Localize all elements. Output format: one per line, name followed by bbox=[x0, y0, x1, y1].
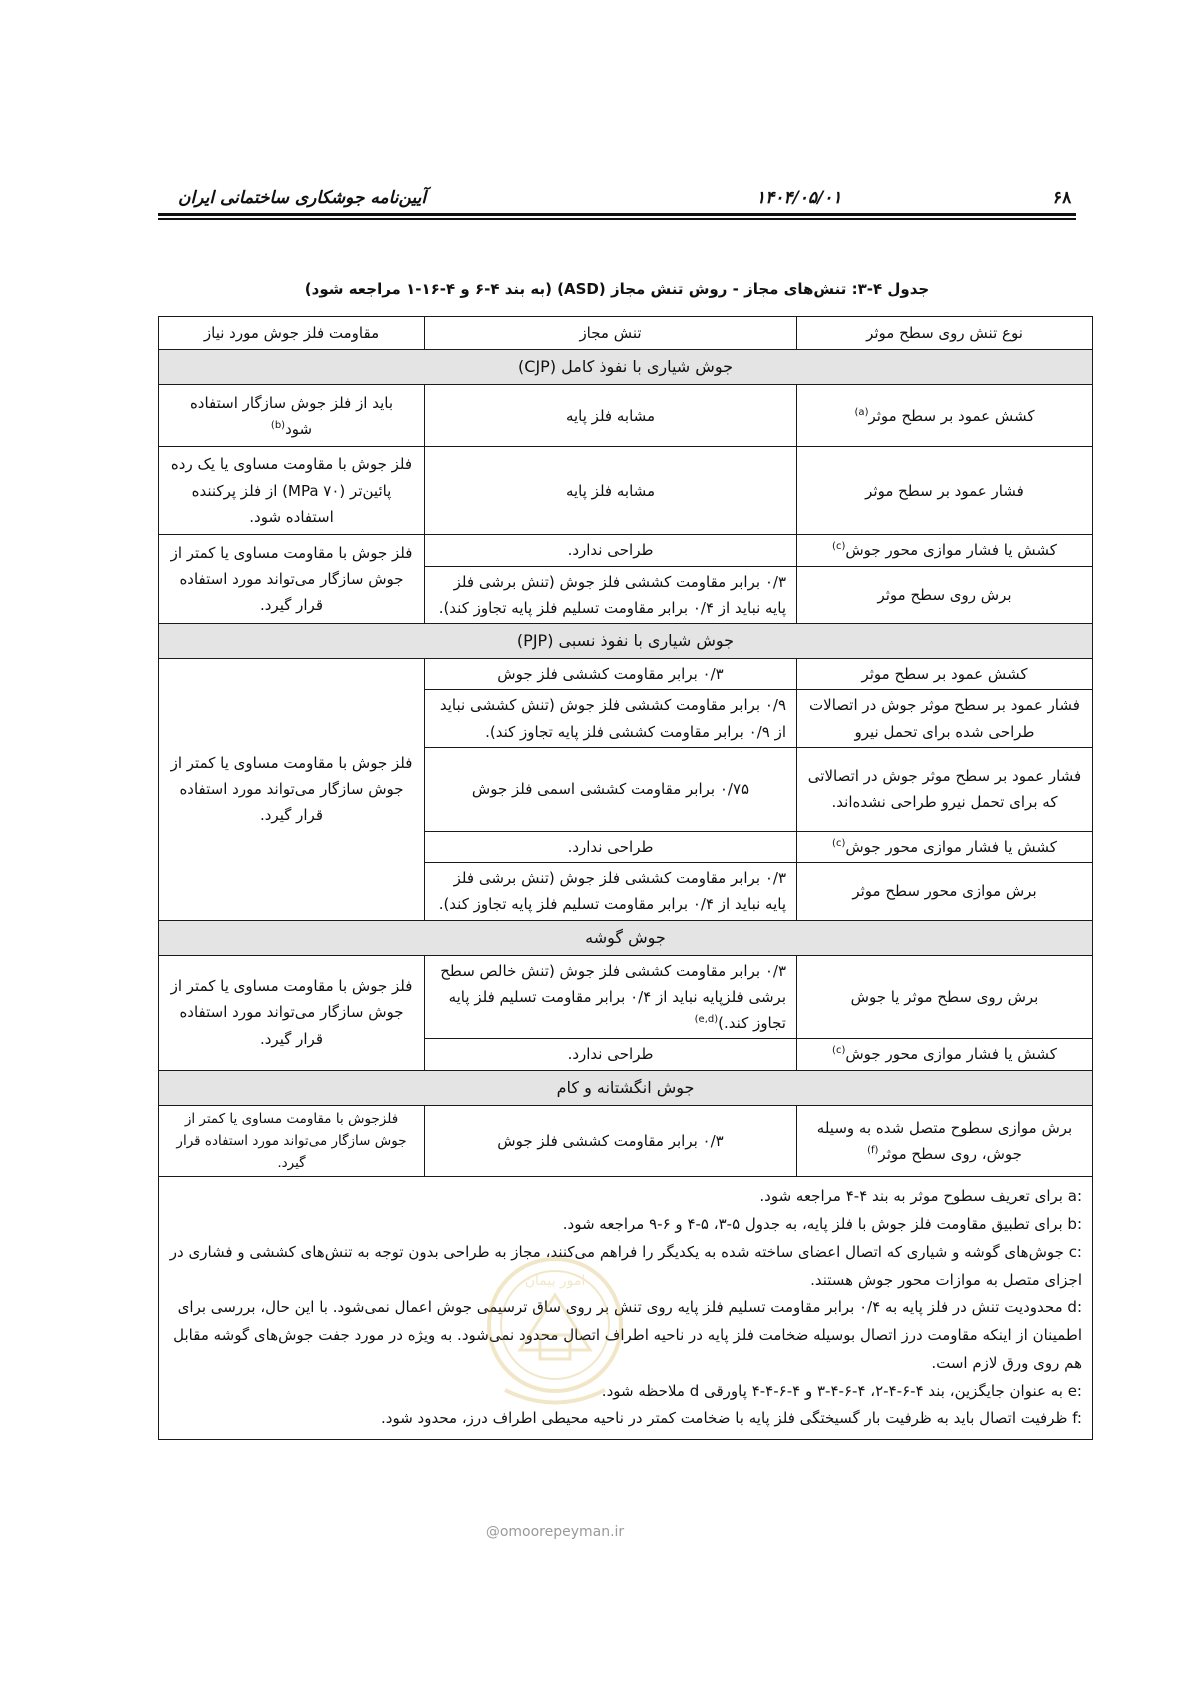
header-title: آیین‌نامه جوشکاری ساختمانی ایران bbox=[178, 188, 427, 208]
section-title-pjp: جوش شیاری با نفوذ نسبی (PJP) bbox=[159, 624, 1093, 659]
allowable-cell: ۰/۳ برابر مقاومت کششی فلز جوش bbox=[425, 659, 797, 690]
col-header-allowable: تنش مجاز bbox=[425, 317, 797, 350]
section-row-plug bbox=[159, 1070, 1093, 1105]
table-notes bbox=[159, 1177, 1093, 1440]
section-title-plug: جوش انگشتانه و کام bbox=[159, 1070, 1093, 1105]
filler-cell: فلز جوش با مقاومت مساوی یا کمتر از جوش سازگار می‌تواند مورد استفاده قرار گیرد. bbox=[159, 955, 425, 1070]
header-date: ۱۴۰۴/۰۵/۰۱ bbox=[756, 188, 842, 208]
note-e: e: به عنوان جایگزین، بند ۴-۶-۴-۲، ۴-۶-۴-۳ و ۴-۶-۴-۴ پاورقی d ملاحظه شود. bbox=[601, 1381, 1082, 1400]
stress-type-cell: کشش عمود بر سطح موثر bbox=[797, 659, 1093, 690]
table-row bbox=[159, 659, 1093, 690]
section-title-fillet: جوش گوشه bbox=[159, 920, 1093, 955]
stress-type-cell: کشش یا فشار موازی محور جوش$^{(c)}$ bbox=[797, 535, 1093, 566]
note-d: d: محدودیت تنش در فلز پایه به ۰/۴ برابر مقاومت تسلیم فلز پایه روی تنش بر روی ساق ترسیمی جوش اعمال نمی‌شود. با این حال، بررسی برای اطمینان از اینکه مقاومت درز اتصال بوسیله ضخامت فلز پایه در ناحیه اطراف اتصال محدود نمی‌شود. به ویژه در مورد جفت جوش‌های گوشه مقابل هم روی ورق لازم است. bbox=[173, 1298, 1082, 1372]
allowable-cell: ۰/۹ برابر مقاومت کششی فلز جوش (تنش کششی نباید از ۰/۹ برابر مقاومت کششی فلز پایه تجاوز کند). bbox=[425, 690, 797, 748]
section-row-pjp bbox=[159, 624, 1093, 659]
table-row bbox=[159, 447, 1093, 535]
section-row-cjp bbox=[159, 350, 1093, 385]
section-title-cjp: جوش شیاری با نفوذ کامل (CJP) bbox=[159, 350, 1093, 385]
header-rule-thick bbox=[158, 213, 1076, 216]
col-header-stress-type: نوع تنش روی سطح موثر bbox=[797, 317, 1093, 350]
stress-type-cell: فشار عمود بر سطح موثر bbox=[797, 447, 1093, 535]
filler-cell: فلز جوش با مقاومت مساوی یا یک رده پائین‌تر (۷۰ MPa) از فلز پرکننده استفاده شود. bbox=[159, 447, 425, 535]
table-row bbox=[159, 1105, 1093, 1177]
stress-type-cell: برش روی سطح موثر یا جوش bbox=[797, 955, 1093, 1039]
filler-cell: باید از فلز جوش سازگار استفاده شود$^{(b)}$ bbox=[159, 385, 425, 447]
col-header-filler: مقاومت فلز جوش مورد نیاز bbox=[159, 317, 425, 350]
table-row bbox=[159, 385, 1093, 447]
page-number: ۶۸ bbox=[1053, 188, 1072, 208]
stress-type-cell: برش موازی سطوح متصل شده به وسیله جوش، روی سطح موثر$^{(f)}$ bbox=[797, 1105, 1093, 1177]
svg-text:امور پیمان: امور پیمان bbox=[524, 1273, 586, 1289]
allowable-cell: ۰/۳ برابر مقاومت کششی فلز جوش (تنش خالص سطح برشی فلزپایه نباید از ۰/۴ برابر مقاومت تسلیم فلز پایه تجاوز کند.)$^{(e,d)}$ bbox=[425, 955, 797, 1039]
allowable-cell: طراحی ندارد. bbox=[425, 831, 797, 862]
note-c: c: جوش‌های گوشه و شیاری که اتصال اعضای ساخته شده به یکدیگر را فراهم می‌کنند، مجاز به طراحی بدون توجه به تنش‌های کششی و فشاری در اجزای متصل به موازات محور جوش هستند. bbox=[169, 1242, 1082, 1289]
page-header bbox=[158, 188, 1076, 216]
stress-type-cell: کشش یا فشار موازی محور جوش$^{(c)}$ bbox=[797, 1039, 1093, 1070]
table-header-row bbox=[159, 317, 1093, 350]
note-a: a: برای تعریف سطوح موثر به بند ۴-۴ مراجعه شود. bbox=[759, 1187, 1082, 1206]
note-b: b: برای تطبیق مقاومت فلز جوش با فلز پایه، به جدول ۵-۳، ۵-۴ و ۶-۹ مراجعه شود. bbox=[562, 1215, 1082, 1234]
notes-row bbox=[159, 1177, 1093, 1440]
allowable-cell: طراحی ندارد. bbox=[425, 535, 797, 566]
stress-type-cell: کشش یا فشار موازی محور جوش$^{(c)}$ bbox=[797, 831, 1093, 862]
stress-type-cell: برش روی سطح موثر bbox=[797, 566, 1093, 624]
allowable-cell: مشابه فلز پایه bbox=[425, 385, 797, 447]
watermark-site: @omoorepeyman.ir bbox=[485, 1524, 625, 1540]
stress-type-cell: فشار عمود بر سطح موثر جوش در اتصالاتی که برای تحمل نیرو طراحی نشده‌اند. bbox=[797, 747, 1093, 831]
header-rule-thin bbox=[158, 218, 1076, 220]
allowable-cell: ۰/۷۵ برابر مقاومت کششی اسمی فلز جوش bbox=[425, 747, 797, 831]
allowable-cell: ۰/۳ برابر مقاومت کششی فلز جوش (تنش برشی فلز پایه نباید از ۰/۴ برابر مقاومت تسلیم فلز پایه تجاوز کند). bbox=[425, 566, 797, 624]
stress-type-cell: کشش عمود بر سطح موثر$^{(a)}$ bbox=[797, 385, 1093, 447]
filler-cell: فلزجوش با مقاومت مساوی یا کمتر از جوش سازگار می‌تواند مورد استفاده قرار گیرد. bbox=[159, 1105, 425, 1177]
table-caption: جدول ۴-۳: تنش‌های مجاز - روش تنش مجاز (ASD) (به بند ۴-۶ و ۴-۱۶-۱ مراجعه شود) bbox=[304, 280, 930, 298]
allowable-cell: ۰/۳ برابر مقاومت کششی فلز جوش (تنش برشی فلز پایه نباید از ۰/۴ برابر مقاومت تسلیم فلز پایه تجاوز کند). bbox=[425, 863, 797, 921]
allowable-cell: طراحی ندارد. bbox=[425, 1039, 797, 1070]
table-row bbox=[159, 955, 1093, 1039]
filler-cell: فلز جوش با مقاومت مساوی یا کمتر از جوش سازگار می‌تواند مورد استفاده قرار گیرد. bbox=[159, 535, 425, 624]
allowable-cell: مشابه فلز پایه bbox=[425, 447, 797, 535]
allowable-cell: ۰/۳ برابر مقاومت کششی فلز جوش bbox=[425, 1105, 797, 1177]
allowable-stress-table bbox=[158, 316, 1093, 1440]
filler-cell: فلز جوش با مقاومت مساوی یا کمتر از جوش سازگار می‌تواند مورد استفاده قرار گیرد. bbox=[159, 659, 425, 921]
stress-type-cell: برش موازی محور سطح موثر bbox=[797, 863, 1093, 921]
section-row-fillet bbox=[159, 920, 1093, 955]
table-row bbox=[159, 535, 1093, 566]
note-f: f: ظرفیت اتصال باید به ظرفیت بار گسیختگی فلز پایه با ضخامت کمتر در ناحیه محیطی اطراف درز، محدود شود. bbox=[381, 1409, 1082, 1428]
stress-type-cell: فشار عمود بر سطح موثر جوش در اتصالات طراحی شده برای تحمل نیرو bbox=[797, 690, 1093, 748]
